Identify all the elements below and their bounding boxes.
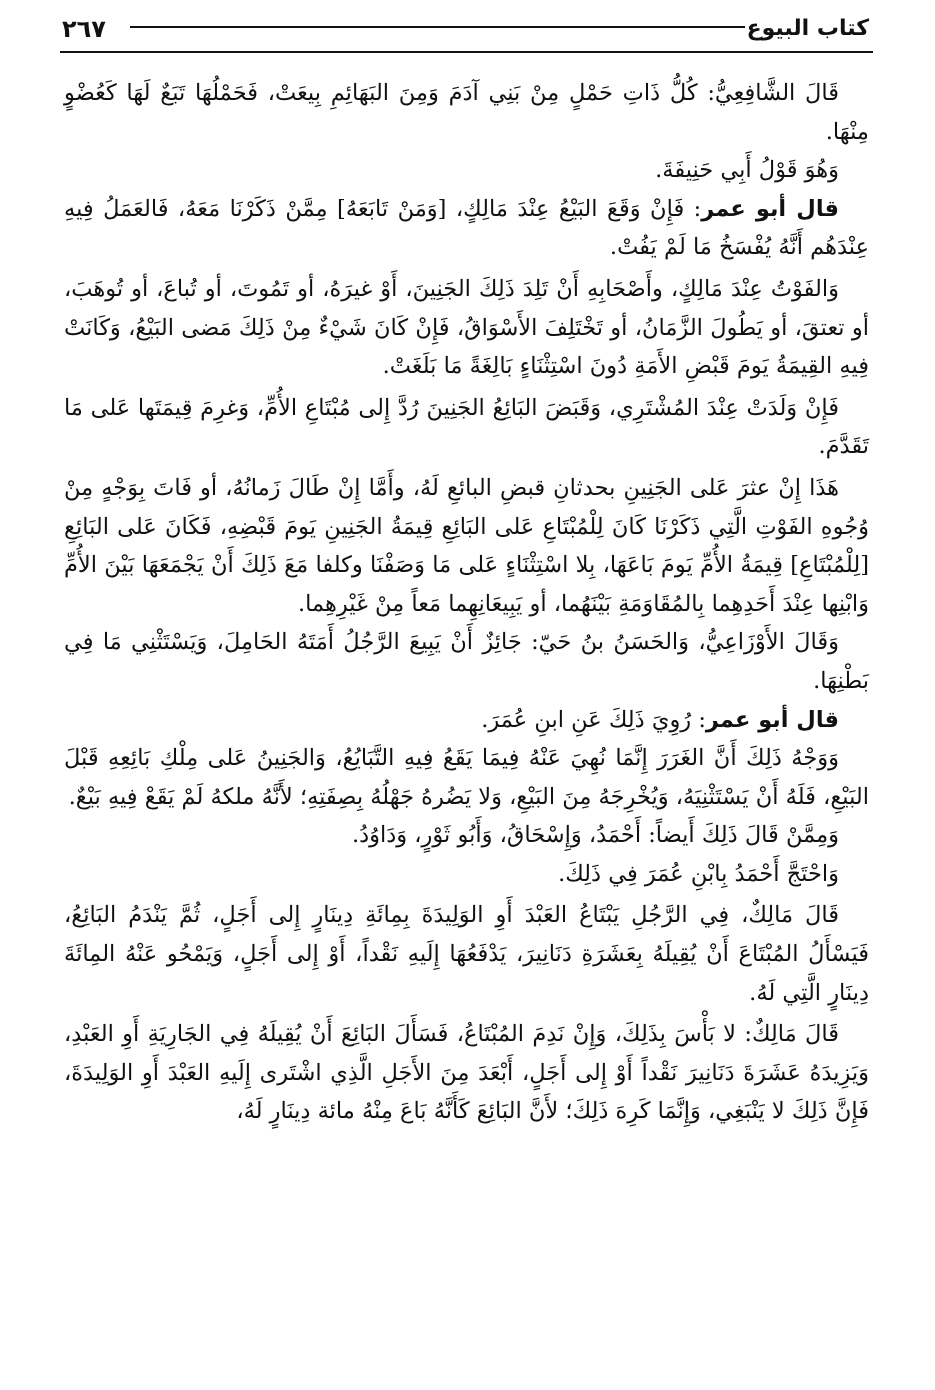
paragraph-4-text: وَالفَوْتُ عِنْدَ مَالِكٍ، وأَصْحَابِهِ أَنْ تَلِدَ ذَلِكَ الجَنِينَ، أَوْ غيرَهُ، أو تَمُوتَ، أو تُباعَ، أو تُوهَبَ، أو تعتقَ، أو يَطُولَ الزَّمَانُ، أو تَخْتَلِفَ الأَسْوَاقُ، فَإِنْ كَانَ شَيْءٌ مِنْ ذَلِكَ مَضى البَيْعُ، وَكَانَتْ فِيهِ القِيمَةُ يَومَ قَبْضِ الأَمَةِ دُونَ اسْتِثْنَاءٍ بَالِغَةً مَا بَلَغَتْ. <box>64 275 869 380</box>
paragraph-1-text: قَالَ الشَّافِعِيُّ: كُلُّ ذَاتِ حَمْلٍ مِنْ بَنِي آدَمَ وَمِنَ البَهَائِمِ بِيعَتْ، فَحَمْلُهَا تَبَعٌ لَهَا كَعُضْوٍ مِنْهَا. <box>64 80 869 145</box>
paragraph-11 <box>64 855 869 894</box>
paragraph-9 <box>64 739 869 816</box>
paragraph-2-text: وَهُوَ قَوْلُ أَبِي حَنِيفَةَ. <box>655 157 839 184</box>
body-text <box>64 74 869 1131</box>
header-divider <box>60 51 873 53</box>
paragraph-5-text: فَإِنْ وَلَدَتْ عِنْدَ المُشْتَرِي، وَقَبَضَ البَائِعُ الجَنِينَ رُدَّ إِلى مُبْتَاعِ الأُمِّ، وَغرِمَ قِيمَتَها عَلى مَا تَقَدَّمَ. <box>64 394 869 460</box>
paragraph-13-text: قَالَ مَالِكٌ: لا بَأْسَ بِذَلِكَ، وَإِنْ نَدِمَ المُبْتَاعُ، فَسَأَلَ البَائِعَ أَنْ يُقِيلَهُ فِي الجَارِيَةِ أَوِ العَبْدِ، وَيَزِيدَهُ عَشَرَةَ دَنَانِيرَ نَقْداً أَوْ إِلى أَجَلٍ، أَبْعَدَ مِنَ الأَجَلِ الَّذِي اشْتَرى إِلَيهِ العَبْدَ أَوِ الوَلِيدَةَ، فَإِنَّ ذَلِكَ لا يَنْبَغِي، وَإِنَّمَا كَرِهَ ذَلِكَ؛ لأَنَّ البَائِعَ كَأَنَّهُ بَاعَ مِنْهُ مائة دِينَارٍ لَهُ، <box>64 1021 869 1125</box>
paragraph-8-text: : رُوِيَ ذَلِكَ عَنِ ابنِ عُمَرَ. <box>481 706 706 733</box>
paragraph-10-text: وَمِمَّنْ قَالَ ذَلِكَ أَيضاً: أَحْمَدُ، وَإِسْحَاقُ، وَأَبُو ثَوْرٍ، وَدَاوُدُ. <box>351 822 839 849</box>
paragraph-10 <box>64 816 869 855</box>
running-head <box>62 14 869 48</box>
paragraph-12-text: قَالَ مَالِكٌ، فِي الرَّجُلِ يَبْتَاعُ العَبْدَ أَوِ الوَلِيدَةَ بِمِائَةِ دِينَارٍ إِلى أَجَلٍ، ثُمَّ يَنْدَمُ البَائِعُ، فَيَسْأَلُ المُبْتَاعَ أَنْ يُقِيلَهُ بِعَشَرَةِ دَنَانِيرَ، يَدْفَعُهَا إِلَيهِ نَقْداً، أَوْ إِلى أَجَلٍ، وَيَمْحُو عَنْهُ المِائَةَ دِينَارٍ الَّتِي لَهُ. <box>64 902 869 1006</box>
paragraph-2 <box>64 151 869 190</box>
paragraph-3-text: : فَإِنْ وَقَعَ البَيْعُ عِنْدَ مَالِكٍ، [وَمَنْ تَابَعَهُ] مِمَّنْ ذَكَرْنَا مَعَهُ، فَالعَمَلُ فِيهِ عِنْدَهُم أَنَّهُ يُفْسَخُ مَا لَمْ يَفُتْ. <box>64 195 869 261</box>
header-inline-rule <box>130 26 745 28</box>
paragraph-11-text: وَاحْتَجَّ أَحْمَدُ بِابْنِ عُمَرَ فِي ذَلِكَ. <box>558 860 839 887</box>
paragraph-8 <box>64 701 869 740</box>
paragraph-7-text: وَقَالَ الأَوْزَاعِيُّ، وَالحَسَنُ بنُ حَيّ: جَائِزٌ أَنْ يَبِيعَ الرَّجُلُ أَمَتَهُ الحَامِلَ، وَيَسْتَثْنِي مَا فِي بَطْنِهَا. <box>64 629 869 694</box>
paragraph-3-speaker: قال أبو عمر <box>701 195 840 222</box>
paragraph-12 <box>64 896 869 1012</box>
paragraph-6 <box>64 469 869 623</box>
paragraph-3 <box>64 190 869 267</box>
paragraph-1 <box>64 74 869 151</box>
paragraph-5 <box>64 389 869 466</box>
page-number: ٢٦٧ <box>62 15 106 43</box>
paragraph-4 <box>64 270 869 386</box>
book-title: كتاب البيوع <box>746 16 869 41</box>
paragraph-8-speaker: قال أبو عمر <box>705 706 839 733</box>
paragraph-7 <box>64 623 869 700</box>
paragraph-6-text: هَذَا إِنْ عثرَ عَلى الجَنِينِ بحدثانِ قبضِ البائعِ لَهُ، وأَمَّا إِنْ طَالَ زَمانُهُ، أو فَاتَ بِوَجْهٍ مِنْ وُجُوهِ الفَوْتِ الَّتِي ذَكَرْنَا كَانَ لِلْمُبْتَاعِ عَلى البَائِعِ قِيمَةُ الجَنِينِ يَومَ قَبْضِهِ، فَكَانَ عَلى البَائِعِ [لِلْمُبْتَاعِ] قِيمَةُ الأُمِّ يَومَ بَاعَهَا، بِلا اسْتِثْنَاءٍ عَلى مَا وَصَفْنَا وكلفا مَعَ ذَلِكَ أَنْ يَجْمَعَهَا بَيْنَ الأُمِّ وَابْنِها عِنْدَ أَحَدِهِما بِالمُقَاوَمَةِ بَيْنَهُما، أو يَبِيعَانِهِما مَعاً مِنْ غَيْرِهِما. <box>64 474 869 617</box>
paragraph-13 <box>64 1015 869 1131</box>
paragraph-9-text: وَوَجْهُ ذَلِكَ أَنَّ الغَرَرَ إِنَّمَا نُهِيَ عَنْهُ فِيمَا يَقَعُ فِيهِ التَّبَايُعُ، وَالجَنِينُ عَلى مِلْكِ بَائِعِهِ قَبْلَ البَيْعِ، فَلَهُ أَنْ يَسْتَثْنِيَهُ، وَيُخْرِجَهُ مِنَ البَيْعِ، وَلا يَضُرهُ جَهْلُهُ بِصِفَتِهِ؛ لأَنَّهُ ملكهُ لَمْ يَقَعْ فِيهِ بَيْعٌ. <box>64 745 869 810</box>
